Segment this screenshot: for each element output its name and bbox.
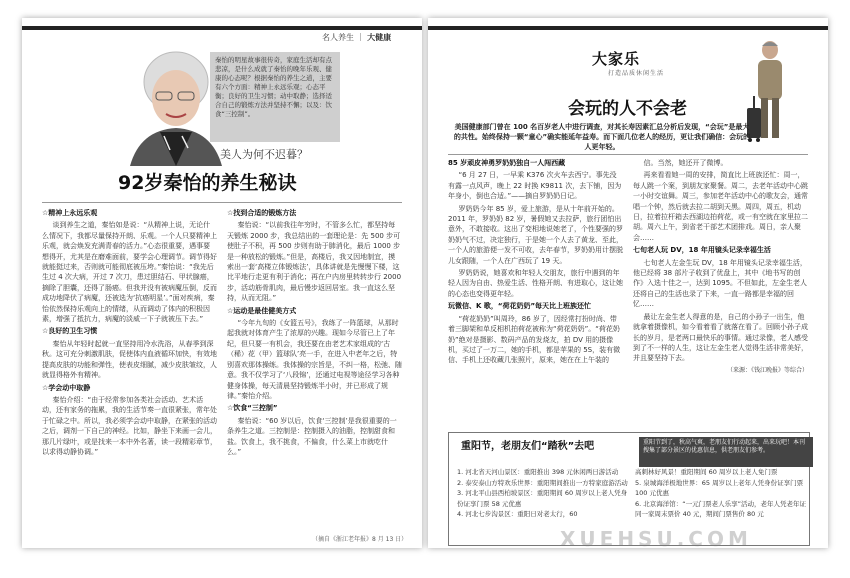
- header-bar: [22, 26, 422, 30]
- section-heading: ☆饮食“三控制”: [227, 404, 278, 413]
- paragraph: 秦怡从年轻时起就一直坚持用冷水洗浴，从春季到深秋。这可充分刺激肌肤，促使体内血液循环加快，有效地提高皮肤的功能和弹性，使表皮细腻，减少皮肤皱纹，人就显得格外有精神。: [42, 339, 217, 380]
- header-section-label: 名人养生: [322, 33, 354, 42]
- paragraph: 最让左金生老人得意的是，自己的小孙子一出生，他就拿着摄像机，如今看着看了就落在看了。回顾小孙子成长的岁月，是老两口最快乐的事情。通过录像，老人感受到了不一样的人生，这让左金生老人觉得生活非常美好，并且要坚持下去。: [633, 312, 808, 363]
- offer-item: 5. 泉城海洋极地世界：65 周岁以上老年人凭身份证享门票 100 元优惠: [635, 478, 804, 497]
- paragraph: 七旬老人左金生玩 DV，18 年用镜头记录幸福生活，他已经将 38 部片子收到了优盘上，其中《地书写的创作》入选十佳之一，达到 1095。不但如此，左金生老人还将自己的生活也录了下来，一直一路都是幸福的回忆……: [633, 258, 808, 309]
- paragraph: “今年九旬的《女篮五号》，我练了一阵篮球，从那时起我就对体育产生了浓厚的兴趣。现如今尽管已上了年纪，但只要一有机会，我还要在由老艺术家组成的‘古（稀）花（甲）篮球队’亮一手，在进入中老年之后，特别喜欢那体操练。我体操的宗旨是，不纠一格，松弛、随意。我不仅学习了‘八段锦’，还通过电视等途径学习各种健身体操，每天清晨坚持锻炼半小时，并已形成了规律。”秦怡介绍。: [227, 319, 402, 400]
- paragraph: 再来看看她一周的安排，简直比上班族还忙：周一，每人跳一个案，到朋友家聚餐。周二，去老年活动中心跳一小时交谊舞。周三，参加老年活动中心的歌友会，通常唱一个钟，然后就去拉二胡到天黑。周四，周五，机动日，拉着拉杆箱去西湖边拍荷花，或一有空就在家里拉二胡。周六上午，到省老干部艺术团排戏。周日，亲人聚会……: [633, 171, 808, 242]
- paragraph: 秦怡说：“60 岁以后，饮食‘三控制’是我很重要的一条养生之道。三控制是：控制摄入的油脂，控制甜食和盐。饮食上，我不挑食，不偏食，什么菜上市就吃什么。”: [227, 416, 397, 456]
- article-title: 92岁秦怡的养生秘诀: [118, 172, 297, 194]
- column-logo: 大家乐: [592, 50, 641, 68]
- right-title-rule: [448, 154, 808, 155]
- offer-item: 1. 河北省天河山景区：重阳推出 398 元休闲两日游活动: [457, 468, 619, 476]
- right-column-1: [448, 158, 623, 428]
- title-rule: [42, 202, 402, 203]
- left-column-1: [42, 208, 217, 528]
- section-heading: 玩微信、K 歌，“荷花奶奶”每天比上班族还忙: [448, 302, 592, 311]
- section-heading: ☆找到合适的锻炼方法: [227, 209, 297, 217]
- offer-item: 3. 河北平山县西柏坡景区：重阳期间 60 周岁以上老人凭身份证享门票 58 元优惠: [457, 489, 628, 508]
- article-subtitle: 美人为何不迟暮？: [220, 148, 308, 161]
- section-heading: ☆运动是最佳健美方式: [227, 306, 297, 315]
- right-header-bar: [428, 26, 828, 30]
- section-heading: 85 岁顽皮神勇罗奶奶独自一人闯西藏: [448, 159, 566, 167]
- paragraph: 秦怡介绍：“由于经常参加各类社会活动、艺术活动，还有家务的拖累，我的生活节奏一直很紧张，常年处于忙碌之中。所以，我必须学会动中取静，在紧张的活动之后，调剂一下自己的神经。比如，静坐下来画一会儿，那几片绿叶，或是找来一本中外名著，读一段精彩章节，以求得动静协调。”: [42, 395, 217, 456]
- offers-right-list: [635, 467, 807, 520]
- paragraph: 信。当然，她还开了微博。: [643, 159, 728, 167]
- column-tagline: 打造品质休闲生活: [608, 70, 665, 77]
- left-page: [22, 18, 422, 548]
- header-column-label: 大健康: [367, 33, 392, 42]
- section-heading: ☆学会动中取静: [42, 383, 91, 392]
- offer-item: 4. 河北七步沟景区：重阳日对老太行，60: [457, 510, 578, 518]
- left-column-2: [227, 208, 402, 528]
- paragraph: 罗奶奶今年 85 岁，爱上旅游，是从十年前开始的。2011 年，罗奶奶 82 岁，暑假她又去拉萨，旅行团怕出意外，不敢接收。这出了变相地说她老了，个性要强的罗奶奶气不过，决定独行，于是她一个人去了黄龙、至此，一个人的旅游便一发不可收，去年春节，罗奶奶用计摆脱儿女跟随，一个人在广西玩了 19 天。: [448, 204, 623, 265]
- paragraph: “荷花奶奶”叫周玲，86 岁了，因经常打扮时尚、带着三脚架和单反相机拍荷花被称为“荷花奶奶”。“荷花奶奶”绝对是摄影、数码产品的发烧友，拍 DV 用的摄像机，买过了一万二，她的手机，都是苹果的 5S，装有微信、手机上还收藏几张照片，原来，她在在上午装的: [448, 314, 621, 365]
- section-heading: 七旬老人玩 DV，18 年用镜头记录幸福生活: [633, 246, 771, 255]
- offers-box-title: 重阳节，老朋友们“踏秋”去吧: [461, 441, 595, 452]
- offers-left-list: [457, 467, 629, 520]
- right-column-2: [633, 158, 808, 428]
- paragraph: 秦怡说：“以前我往年穷时，不管多么忙，都坚持每天锻炼 2000 步，我总结出的一套理论是：先 500 步可使肚子不积，再 500 步则有助于肺消化，最后 1000 步是一种放松的锻炼。”但是，高楼后，我又因地制宜，摸索出一套‘高楼立体锻炼法’，具体讲就是先慢慢下楼，这比平地行走更有利于消化；再在户内房里转转步行 2000 步，活动筋骨肌肉，最后慢步返回居室。我一直这么坚持，从而无阻。”: [227, 221, 402, 303]
- section-heading: ☆精神上永远乐观: [42, 209, 98, 217]
- paragraph: 罗奶奶说，她喜欢和年轻人交朋友，旅行中遇到的年轻人因为自由、热爱生活、性格开朗、有进取心，这让她的心态也变得更年轻。: [448, 269, 623, 298]
- offer-item: 6. 北京海洋馆：“一元门票老人乐享”活动，老年人凭老年证同一家周末票价 40 元，期间门票售价 80 元: [635, 499, 807, 518]
- watermark: XUEHSU.COM: [560, 527, 752, 551]
- header-section: 名人养生 ｜ 大健康: [322, 33, 392, 42]
- paragraph: 谈到养生之道，秦怡如是说：“从精神上说，无论什么情况下，我都尽量保持开朗、乐观。一个人只要精神上乐观，就会焕发充满青春的活力。”心态很重要，遇事要想得开，尤其是在磨难面前，要学会心理调节。调节得好就能挺过来，否则就可能彻底被压垮。”秦怡说：“我先后生过 4 次大病，开过 7 次刀，患过胆结石、甲状腺癌，摘除了胆囊，还得了肠癌。但我并没有被病魔压倒，反而成功地降伏了病魔，还被选为‘抗癌明星’。”面对疾病，秦怡依然保持乐观向上的情绪，从而调动了体内的积极因素，增强了抵抗力，病魔的淡威一下子就被压下去。”: [42, 221, 217, 324]
- paragraph: “6 月 27 日，一早乘 K376 次火车去西宁。事先没有露一点风声，晚上 22 时换 K9811 次，去下铺，因为年身小，倒也合适。”——摘自罗奶奶日记。: [448, 171, 622, 201]
- article-credit: （摘自《浙江老年报》8 月 13 日）: [312, 536, 408, 543]
- offer-item: 高刺林好风景！重阳期间 60 周岁以上老人免门票: [635, 468, 778, 476]
- right-page: [428, 18, 828, 548]
- right-article-title: 会玩的人不会老: [568, 99, 687, 119]
- offer-item: 2. 泰安泰山方特欢乐世界：重阳期间推出一方特家庭游活动: [457, 478, 628, 487]
- right-intro: 美国健康部门曾在 100 名百岁老人中进行调查，对其长寿因素汇总分析后发现，“会玩”是最大的共性。始终保持一颗“童心”确实能延年益寿。而下面几位老人的经历，更让我们确信：会玩的人更年轻。: [453, 123, 751, 151]
- article-credit: （来源：《钱江晚报》等综合）: [726, 366, 808, 374]
- section-heading: ☆良好的卫生习惯: [42, 327, 98, 336]
- offers-box-note: 重阳节到了，秋高气爽，老朋友们行动起来，出来玩吧！本刊搜集了部分景区的优惠信息，供老朋友们参考。: [639, 437, 813, 467]
- intro-quote-box: 秦怡的明星故事很传奇，家庭生活却有点悲凉，是什么成就了秦怡的晚年乐观、健康的心态呢？根据秦怡的养生之道，主要有六个方面：精神上永远乐观；心态平衡；良好的卫生习惯；动中取静；选择适合自己的锻炼方法并坚持不懈；以及：饮食“三控制”。: [210, 52, 340, 142]
